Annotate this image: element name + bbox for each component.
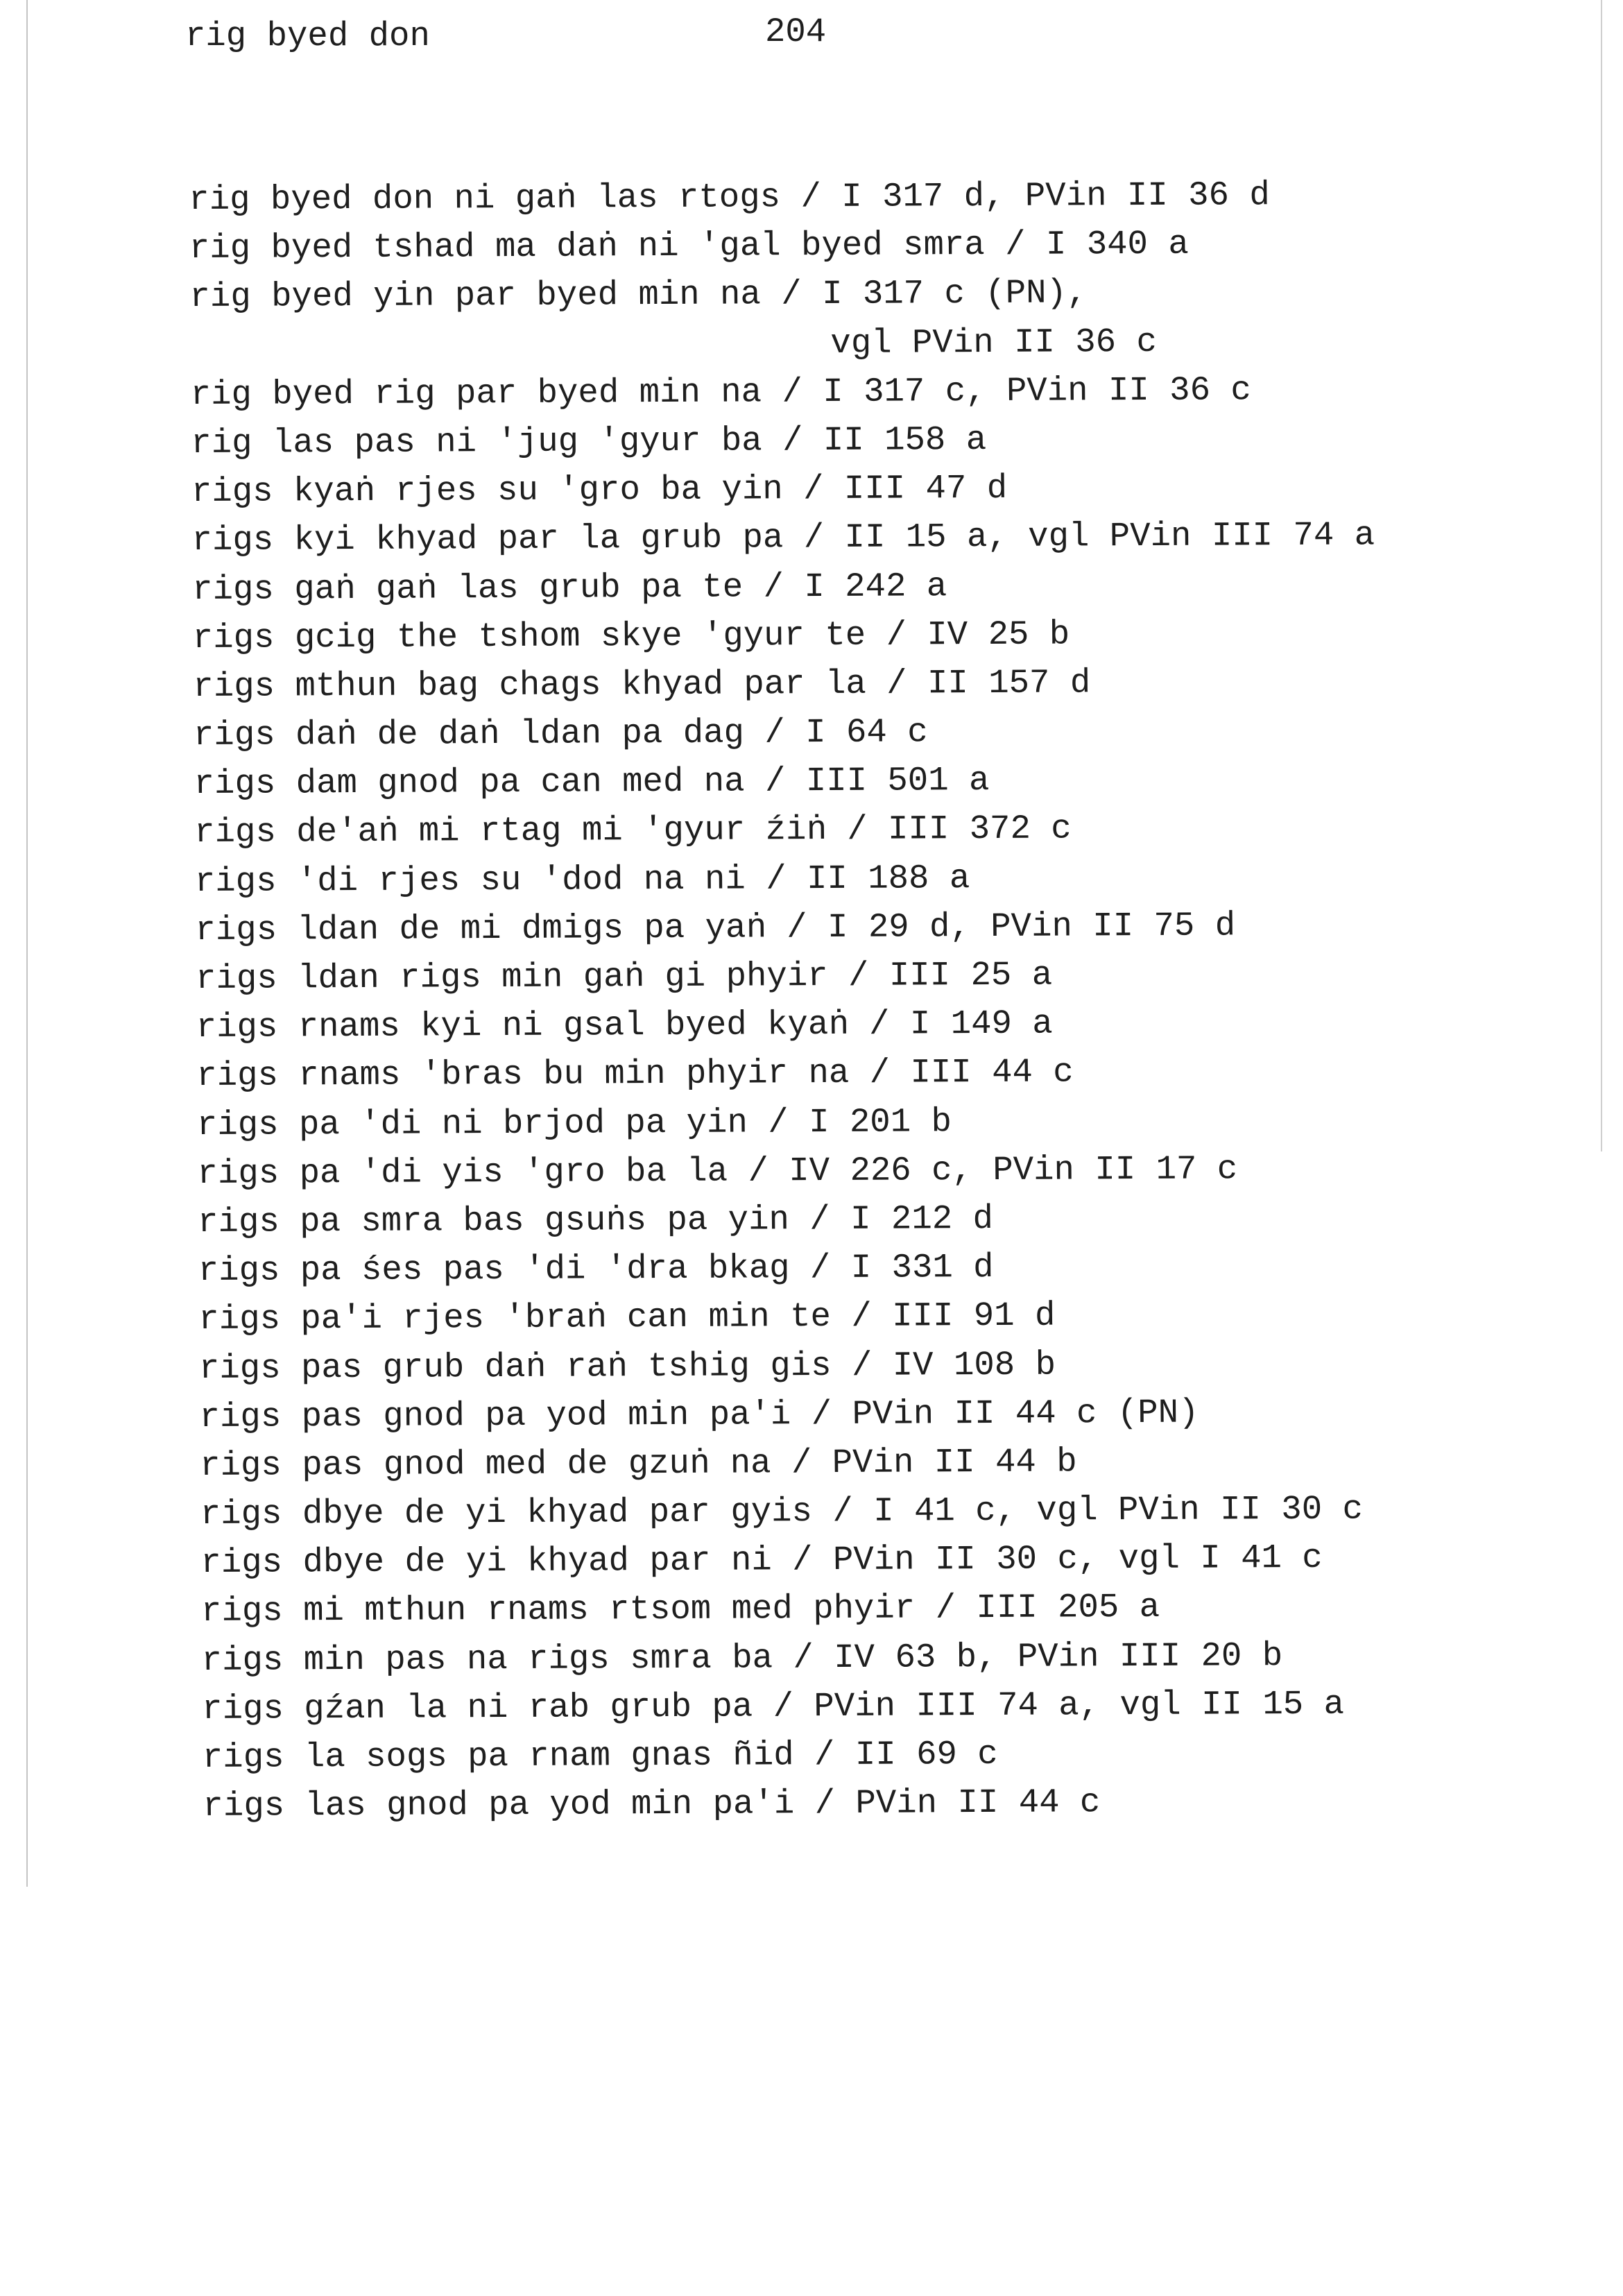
entry-line bbox=[194, 754, 1512, 808]
entry-separator: / bbox=[791, 1541, 813, 1580]
entry-separator: / bbox=[764, 713, 786, 753]
entry-verse: rigs pa śes pas 'di 'dra bkag bbox=[198, 1249, 790, 1291]
entry-separator: / bbox=[781, 275, 802, 314]
entry-separator: / bbox=[791, 1443, 812, 1483]
entry-separator: / bbox=[786, 907, 807, 948]
entry-line bbox=[189, 170, 1507, 224]
entry-separator: / bbox=[793, 1638, 814, 1677]
entry-reference: I 64 c bbox=[805, 712, 928, 753]
entry-line bbox=[191, 413, 1509, 468]
entry-separator: / bbox=[832, 1491, 854, 1532]
entry-reference: III 44 c bbox=[910, 1052, 1074, 1093]
entry-separator: / bbox=[886, 615, 907, 655]
entry-reference: II 69 c bbox=[855, 1734, 998, 1774]
entry-reference: I 29 d, PVin II 75 d bbox=[827, 906, 1236, 947]
entry-reference: PVin II 44 c (PN) bbox=[852, 1393, 1199, 1434]
entry-separator: / bbox=[935, 1588, 956, 1628]
entry-separator: / bbox=[1004, 225, 1026, 265]
entry-separator: / bbox=[869, 1053, 891, 1093]
entry-line bbox=[196, 1046, 1515, 1100]
entry-verse: rigs ldan rigs min gaṅ gi phyir bbox=[195, 956, 828, 998]
entry-line bbox=[197, 1095, 1515, 1149]
entry-line bbox=[197, 1143, 1515, 1197]
entry-verse: rigs pa 'di yis 'gro ba la bbox=[197, 1151, 728, 1193]
entry-separator: / bbox=[851, 1346, 873, 1385]
entry-separator: / bbox=[768, 1102, 789, 1142]
entry-line bbox=[200, 1484, 1519, 1539]
entry-line bbox=[202, 1679, 1520, 1733]
entry-verse: rigs gcig the tshom skye 'gyur te bbox=[192, 615, 866, 658]
scan-edge-left bbox=[26, 0, 28, 1887]
entry-separator: / bbox=[782, 372, 803, 412]
entry-line bbox=[199, 1387, 1518, 1441]
entry-separator: / bbox=[868, 1004, 890, 1044]
entry-reference: IV 63 b, PVin III 20 b bbox=[833, 1636, 1283, 1677]
entry-separator: / bbox=[814, 1784, 836, 1824]
entry-line bbox=[191, 511, 1510, 565]
entry-line bbox=[198, 1241, 1516, 1295]
entry-verse: rig byed tshad ma daṅ ni 'gal byed smra bbox=[189, 225, 985, 268]
verse-index-list bbox=[189, 170, 1521, 1831]
entry-reference: II 15 a, vgl PVin III 74 a bbox=[844, 515, 1375, 558]
running-head: rig byed don bbox=[185, 17, 430, 55]
entry-verse: rigs ldan de mi dmigs pa yaṅ bbox=[195, 908, 767, 950]
entry-separator: / bbox=[809, 1199, 830, 1240]
entry-verse: rigs pas grub daṅ raṅ tshig gis bbox=[198, 1346, 832, 1388]
entry-reference: I 317 d, PVin II 36 d bbox=[841, 175, 1271, 216]
entry-separator: / bbox=[764, 762, 786, 801]
entry-line bbox=[194, 705, 1512, 760]
entry-reference: PVin II 30 c, vgl I 41 c bbox=[832, 1539, 1323, 1580]
entry-reference: IV 226 c, PVin II 17 c bbox=[789, 1149, 1238, 1190]
entry-verse: rigs dbye de yi khyad par ni bbox=[200, 1541, 773, 1583]
entry-reference: IV 25 b bbox=[927, 615, 1070, 655]
entry-verse: rigs daṅ de daṅ ldan pa dag bbox=[193, 713, 745, 755]
entry-separator: / bbox=[846, 810, 868, 850]
entry-line bbox=[193, 657, 1511, 711]
entry-line bbox=[196, 997, 1514, 1052]
entry-line bbox=[189, 219, 1508, 273]
entry-separator: / bbox=[802, 470, 824, 509]
entry-reference: I 149 a bbox=[909, 1004, 1053, 1044]
entry-reference: III 501 a bbox=[805, 761, 990, 801]
entry-verse: rigs de'aṅ mi rtag mi 'gyur źiṅ bbox=[194, 810, 827, 853]
entry-reference: I 317 c (PN), bbox=[821, 273, 1088, 314]
entry-reference: I 242 a bbox=[804, 566, 947, 606]
entry-reference-continuation-line bbox=[190, 316, 1509, 370]
entry-verse: rigs mi mthun rnams rtsom med phyir bbox=[200, 1588, 916, 1631]
entry-separator: / bbox=[809, 1249, 831, 1288]
entry-reference: I 317 c, PVin II 36 c bbox=[823, 370, 1252, 411]
entry-reference: III 47 d bbox=[843, 468, 1008, 509]
entry-line bbox=[195, 851, 1513, 905]
entry-verse: rigs pa 'di ni brjod pa yin bbox=[196, 1103, 748, 1145]
entry-verse: rigs las gnod pa yod min pa'i bbox=[203, 1784, 795, 1826]
entry-line bbox=[196, 949, 1514, 1003]
entry-verse: rigs la sogs pa rnam gnas ñid bbox=[202, 1736, 794, 1777]
entry-separator: / bbox=[886, 664, 907, 703]
entry-line bbox=[191, 462, 1510, 516]
entry-verse: rig byed yin par byed min na bbox=[189, 275, 762, 317]
entry-line bbox=[189, 267, 1508, 321]
entry-reference: I 340 a bbox=[1045, 224, 1190, 264]
entry-line bbox=[203, 1776, 1521, 1831]
entry-reference: II 188 a bbox=[806, 858, 970, 898]
entry-reference: I 212 d bbox=[850, 1199, 994, 1239]
entry-line bbox=[195, 900, 1513, 954]
entry-separator: / bbox=[782, 421, 803, 461]
entry-verse: rigs kyaṅ rjes su 'gro ba yin bbox=[191, 470, 783, 512]
entry-line bbox=[203, 1728, 1521, 1782]
entry-verse: rigs pas gnod med de gzuṅ na bbox=[199, 1443, 771, 1485]
entry-reference: III 91 d bbox=[891, 1296, 1056, 1336]
entry-verse: rigs rnams kyi ni gsal byed kyaṅ bbox=[196, 1005, 849, 1047]
entry-separator: / bbox=[748, 1151, 769, 1191]
entry-reference: PVin II 44 c bbox=[855, 1783, 1101, 1824]
entry-reference: III 205 a bbox=[976, 1588, 1160, 1628]
entry-verse: rigs rnams 'bras bu min phyir na bbox=[196, 1054, 850, 1096]
entry-line bbox=[201, 1630, 1520, 1684]
entry-verse: rigs pa'i rjes 'braṅ can min te bbox=[198, 1297, 832, 1339]
entry-line bbox=[200, 1533, 1519, 1587]
entry-verse: rigs gźan la ni rab grub pa bbox=[202, 1687, 753, 1729]
entry-verse: rigs gaṅ gaṅ las grub pa te bbox=[191, 567, 744, 609]
entry-reference: III 25 a bbox=[888, 955, 1053, 995]
entry-reference: IV 108 b bbox=[892, 1345, 1056, 1385]
entry-reference: I 201 b bbox=[808, 1102, 952, 1142]
entry-verse: rigs dbye de yi khyad par gyis bbox=[200, 1492, 813, 1534]
entry-line bbox=[198, 1192, 1516, 1246]
entry-separator: / bbox=[773, 1687, 794, 1727]
entry-verse: rig byed don ni gaṅ las rtogs bbox=[189, 178, 781, 219]
entry-separator: / bbox=[803, 518, 825, 558]
entry-separator: / bbox=[851, 1297, 873, 1337]
entry-verse: rigs kyi khyad par la grub pa bbox=[191, 518, 784, 560]
entry-separator: / bbox=[811, 1394, 832, 1434]
entry-reference: II 157 d bbox=[927, 663, 1091, 703]
entry-separator: / bbox=[765, 859, 787, 899]
entry-separator: / bbox=[763, 567, 784, 606]
entry-separator: / bbox=[814, 1735, 835, 1775]
entry-separator: / bbox=[800, 178, 822, 217]
entry-line bbox=[199, 1338, 1518, 1392]
entry-line bbox=[198, 1290, 1517, 1344]
entry-reference: III 372 c bbox=[887, 809, 1072, 850]
entry-line bbox=[192, 559, 1511, 613]
entry-reference: PVin II 44 b bbox=[832, 1442, 1077, 1482]
entry-separator: / bbox=[848, 956, 869, 995]
entry-line bbox=[201, 1582, 1520, 1636]
entry-verse: rigs mthun bag chags khyad par la bbox=[193, 664, 867, 706]
entry-verse: rigs min pas na rigs smra ba bbox=[201, 1638, 773, 1680]
entry-reference: I 41 c, vgl PVin II 30 c bbox=[873, 1489, 1364, 1531]
entry-line bbox=[200, 1436, 1518, 1490]
page-number: 204 bbox=[765, 12, 827, 51]
entry-verse: rigs 'di rjes su 'dod na ni bbox=[194, 859, 746, 901]
entry-verse: rigs pas gnod pa yod min pa'i bbox=[199, 1394, 791, 1437]
entry-reference: I 331 d bbox=[850, 1248, 994, 1287]
scan-edge-right bbox=[1601, 0, 1602, 1151]
entry-line bbox=[193, 608, 1511, 662]
entry-verse: rigs pa smra bas gsuṅs pa yin bbox=[197, 1200, 790, 1242]
entry-line bbox=[190, 364, 1509, 418]
entry-verse: rig byed rig par byed min na bbox=[190, 372, 762, 414]
entry-reference-continuation: vgl PVin II 36 c bbox=[830, 322, 1158, 363]
entry-reference: II 158 a bbox=[823, 420, 987, 460]
entry-reference: PVin III 74 a, vgl II 15 a bbox=[814, 1684, 1345, 1726]
entry-verse: rigs dam gnod pa can med na bbox=[194, 762, 745, 804]
entry-line bbox=[194, 803, 1513, 857]
entry-verse: rig las pas ni 'jug 'gyur ba bbox=[191, 421, 762, 463]
